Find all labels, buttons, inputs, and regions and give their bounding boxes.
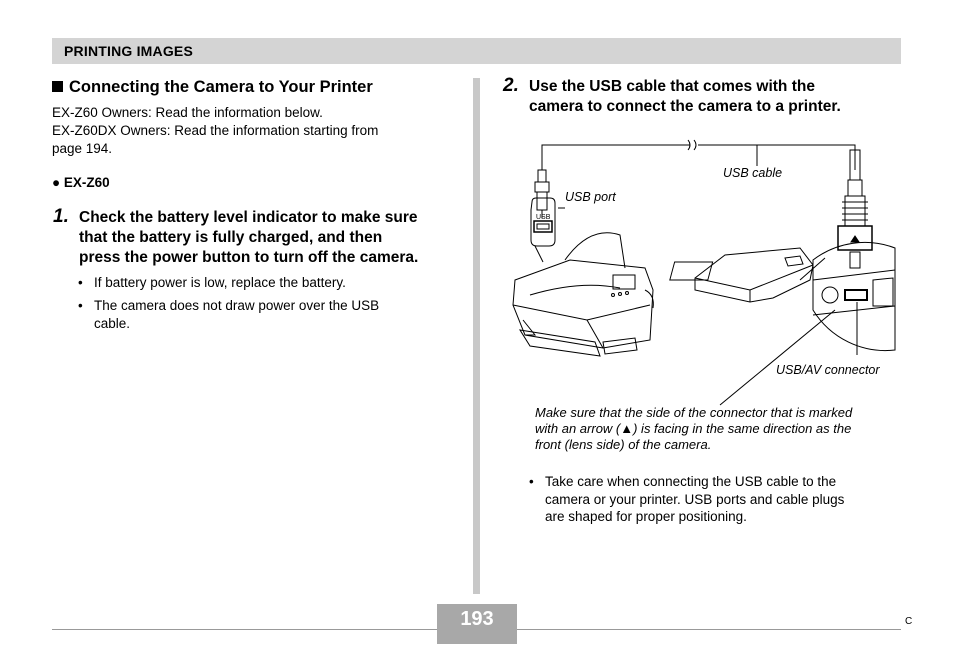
step-2-line: camera to connect the camera to a printer.: [529, 98, 841, 115]
bullet-item: [78, 297, 458, 332]
bullet-dot: •: [78, 298, 83, 313]
caption-line: Make sure that the side of the connector that is marked: [535, 405, 853, 420]
intro-line: page 194.: [52, 141, 113, 156]
intro-text: [52, 104, 378, 158]
model-heading: ● EX-Z60: [52, 175, 110, 190]
camera-illustration: [670, 248, 813, 302]
usb-port-label: USB port: [565, 190, 616, 204]
step-1-line: press the power button to turn off the camera.: [79, 249, 419, 266]
section-header-title: PRINTING IMAGES: [64, 43, 194, 59]
figure-caption: [535, 405, 852, 453]
section-title: [52, 78, 373, 97]
usb-av-port-icon: [845, 290, 867, 300]
usb-plug-body: [535, 182, 549, 192]
step-1-text: [79, 208, 418, 268]
bullet-line: cable.: [94, 315, 131, 331]
usb-cable-line: [542, 145, 690, 170]
usb-small-label: USB: [536, 214, 551, 221]
caption-line: with an arrow (▲) is facing in the same direction as the: [535, 421, 852, 436]
step-1-line: Check the battery level indicator to make sure: [79, 209, 418, 226]
section-header-bar: [52, 38, 901, 64]
column-divider: [473, 78, 480, 594]
usb-cable-label: USB cable: [723, 166, 783, 180]
caption-line: front (lens side) of the camera.: [535, 437, 712, 452]
av-jack-icon: [822, 287, 838, 303]
bullet-text: If battery power is low, replace the battery.: [94, 275, 346, 290]
bullet-dot: •: [529, 474, 534, 489]
page-number: 193: [460, 608, 494, 630]
arrow-up-icon: [851, 236, 859, 242]
bullet-line: Take care when connecting the USB cable to the: [545, 474, 837, 489]
bullet-line: are shaped for proper positioning.: [545, 509, 747, 524]
step-2-number: 2.: [503, 75, 519, 96]
bullet-text: [529, 473, 899, 526]
bullet-text: [78, 297, 458, 332]
connector-zoom-circle: [813, 242, 895, 350]
usb-plug-head: [537, 192, 547, 210]
square-bullet-icon: [52, 81, 63, 92]
step-2-line: Use the USB cable that comes with the: [529, 78, 815, 95]
intro-line: EX-Z60DX Owners: Read the information starting from: [52, 123, 379, 138]
bullet-line: The camera does not draw power over the USB: [94, 298, 380, 313]
usb-av-connector-label: USB/AV connector: [776, 363, 880, 377]
caption-leader: [720, 310, 835, 405]
step-1-number: 1.: [53, 206, 69, 227]
intro-line: EX-Z60 Owners: Read the information below.: [52, 105, 323, 120]
bullet-dot: •: [78, 275, 83, 290]
corner-mark: C: [905, 616, 913, 627]
step-2-text: [529, 77, 841, 117]
bullet-item: [529, 473, 899, 526]
step-1-line: that the battery is fully charged, and then: [79, 229, 383, 246]
page-number-box: [437, 604, 517, 644]
printer-illustration: [513, 233, 653, 356]
usb-plug-neck: [538, 170, 546, 182]
bullet-line: camera or your printer. USB ports and cable plugs: [545, 491, 845, 507]
bullet-item: [78, 274, 458, 292]
section-title-text: Connecting the Camera to Your Printer: [69, 78, 373, 96]
